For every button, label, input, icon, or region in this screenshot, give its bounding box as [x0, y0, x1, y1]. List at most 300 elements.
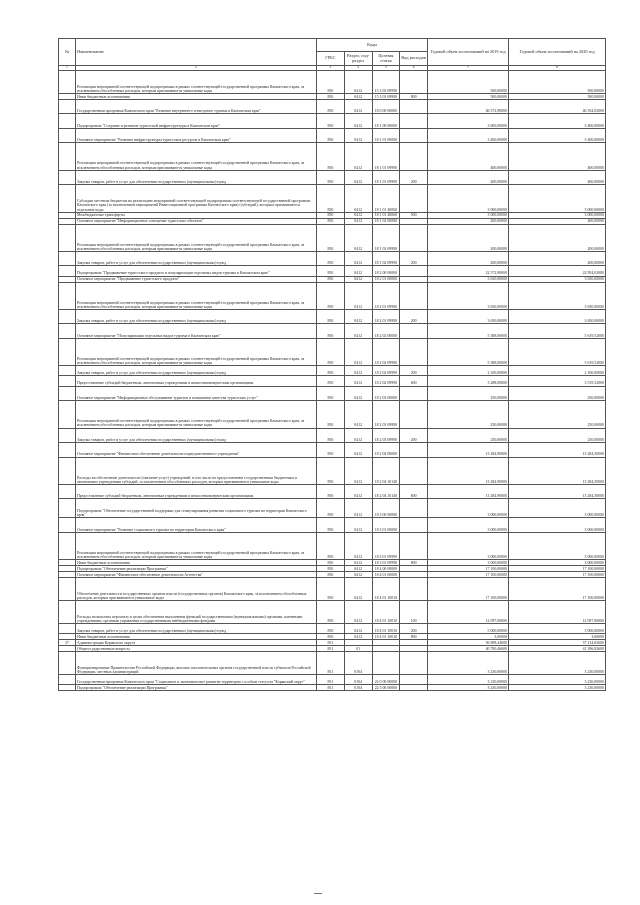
row-amount-2019-cell: 46 572,90000 [428, 99, 509, 114]
col-vr-header: Вид расходов [400, 52, 428, 66]
row-number-cell [59, 114, 76, 129]
row-number-cell [59, 484, 76, 499]
row-number-cell [59, 685, 76, 691]
row-vr-cell [400, 143, 428, 170]
row-grbs-cell: 850 [317, 532, 345, 559]
row-target-cell: 18 0 00 00000 [372, 99, 400, 114]
row-number-cell [59, 443, 76, 458]
row-amount-2020-cell: 17 100,00000 [509, 566, 606, 572]
table-row [59, 532, 606, 559]
row-amount-2020-cell: 3 400,00000 [509, 114, 606, 129]
row-grbs-cell: 850 [317, 170, 345, 185]
row-name-cell: Межбюджетные трансферты [76, 212, 317, 218]
row-grbs-cell: 851 [317, 674, 345, 684]
row-grbs-cell: 850 [317, 185, 345, 212]
row-name-cell: Государственная программа Камчатского края "Развитие внутреннего и въездного туризма в Камчатском крае" [76, 99, 317, 114]
row-amount-2020-cell: 5 000,00000 [509, 624, 606, 634]
row-amount-2019-cell: 3 000,00000 [428, 532, 509, 559]
row-name-cell: Реализация мероприятий соответствующей подпрограммы в рамках соответствующей государственной программы Камчатского края, за исключением обособленных расходов, которым присваиваются уникальные коды [76, 338, 317, 365]
row-amount-2019-cell: 3 650,00000 [428, 276, 509, 282]
table-row [59, 71, 606, 94]
table-row [59, 309, 606, 324]
row-number-cell [59, 600, 76, 623]
table-row [59, 114, 606, 129]
index-cell: 5 [372, 66, 400, 71]
row-target-cell: 18 1 02 00000 [372, 218, 400, 224]
row-target-cell: 18 2 04 10140 [372, 457, 400, 484]
row-target-cell: 18 1 01 00000 [372, 128, 400, 143]
row-target-cell: 18 2 01 09990 [372, 282, 400, 309]
index-cell: 1 [59, 66, 76, 71]
row-section-cell: 0412 [344, 443, 372, 458]
row-grbs-cell: 850 [317, 499, 345, 518]
row-vr-cell [400, 266, 428, 276]
col-2020-header: Годовой объем ассигнований на 2020 год [509, 39, 606, 66]
row-number-cell [59, 674, 76, 684]
table-row [59, 282, 606, 309]
row-target-cell: 18 2 03 09990 [372, 428, 400, 443]
row-amount-2020-cell: 200,00000 [509, 218, 606, 224]
row-amount-2019-cell: 3,00000 [428, 634, 509, 640]
row-section-cell: 0412 [344, 366, 372, 376]
row-amount-2019-cell: 5 000,00000 [428, 624, 509, 634]
budget-table-body [59, 71, 606, 691]
row-name-cell: Закупка товаров, работ и услуг для обеспечения государственных (муниципальных) нужд [76, 366, 317, 376]
row-amount-2019-cell: 250,00000 [428, 401, 509, 428]
row-vr-cell [400, 674, 428, 684]
row-vr-cell [400, 401, 428, 428]
row-vr-cell [400, 499, 428, 518]
row-grbs-cell: 850 [317, 99, 345, 114]
col-grbs-header: ГРБС [317, 52, 345, 66]
row-target-cell: 18 1 02 09990 [372, 224, 400, 251]
row-number-cell [59, 386, 76, 401]
row-name-cell: Реализация мероприятий соответствующей подпрограммы в рамках соответствующей государственной программы Камчатского края, за исключением обособленных расходов, которым присваиваются уникальные коды [76, 532, 317, 559]
row-target-cell: 18 2 04 00000 [372, 443, 400, 458]
row-grbs-cell: 851 [317, 651, 345, 674]
row-grbs-cell: 850 [317, 600, 345, 623]
table-row [59, 484, 606, 499]
row-number-cell [59, 324, 76, 339]
row-vr-cell [400, 224, 428, 251]
row-amount-2019-cell: 3 000,00000 [428, 560, 509, 566]
row-amount-2020-cell: 17 100,00000 [509, 577, 606, 600]
index-cell: 8 [509, 66, 606, 71]
row-section-cell: 0412 [344, 170, 372, 185]
row-section-cell: 0104 [344, 685, 372, 691]
row-number-cell [59, 577, 76, 600]
row-target-cell: 18 4 01 10010 [372, 600, 400, 623]
row-section-cell: 0412 [344, 376, 372, 386]
row-amount-2020-cell: 400,00000 [509, 143, 606, 170]
row-amount-2020-cell: 57 214,82600 [509, 640, 606, 646]
table-row [59, 600, 606, 623]
row-amount-2020-cell: 3 230,00000 [509, 674, 606, 684]
row-amount-2020-cell: 3 000,00000 [509, 532, 606, 559]
row-vr-cell [400, 532, 428, 559]
col-target-header: Целевая статья [372, 52, 400, 66]
row-amount-2019-cell: 3 400,00000 [428, 128, 509, 143]
row-target-cell: 22 0 00 00000 [372, 674, 400, 684]
row-vr-cell: 600 [400, 376, 428, 386]
row-amount-2019-cell: 3 650,00000 [428, 282, 509, 309]
row-grbs-cell: 850 [317, 566, 345, 572]
row-vr-cell [400, 185, 428, 212]
row-vr-cell: 200 [400, 366, 428, 376]
row-amount-2019-cell: 500,00000 [428, 94, 509, 100]
row-section-cell: 0412 [344, 94, 372, 100]
row-number-cell [59, 185, 76, 212]
row-amount-2019-cell: 56 908,44600 [428, 640, 509, 646]
row-amount-2020-cell: 41 396,82600 [509, 645, 606, 651]
row-grbs-cell: 850 [317, 114, 345, 129]
row-name-cell: Государственная программа Камчатского края "Социальное и экономическое развитие территории с особым статусом "Корякский округ" [76, 674, 317, 684]
row-name-cell: Администрация Корякского округа [76, 640, 317, 646]
row-target-cell: 18 3 01 00000 [372, 518, 400, 533]
table-row [59, 224, 606, 251]
row-vr-cell: 600 [400, 484, 428, 499]
table-row [59, 685, 606, 691]
row-name-cell: Подпрограмма "Продвижение туристского продукта и популяризация отдельных видов туризма в Камчатском крае" [76, 266, 317, 276]
row-amount-2019-cell: 3 000,00000 [428, 185, 509, 212]
row-amount-2019-cell: 3 288,00000 [428, 376, 509, 386]
row-vr-cell: 200 [400, 624, 428, 634]
row-amount-2020-cell: 46 354,02000 [509, 99, 606, 114]
row-section-cell: 0412 [344, 71, 372, 94]
row-amount-2020-cell: 3 230,00000 [509, 685, 606, 691]
row-grbs-cell: 850 [317, 443, 345, 458]
row-grbs-cell: 850 [317, 366, 345, 376]
row-amount-2020-cell: 5 619,52000 [509, 338, 606, 365]
row-section-cell: 0412 [344, 428, 372, 443]
col-codes-header: Коды [317, 39, 428, 52]
row-name-cell: Субсидии местным бюджетам на реализацию мероприятий соответствующей подпрограммы соответствующей государственной программы Камчатского края (за исключением мероприятий Инвестиционной программы Камчатского края) (субсидий), которым присваиваются отдельные коды [76, 185, 317, 212]
row-amount-2019-cell: 200,00000 [428, 224, 509, 251]
row-section-cell: 0412 [344, 218, 372, 224]
row-amount-2020-cell: 5 619,52000 [509, 324, 606, 339]
table-row [59, 428, 606, 443]
row-name-cell: Основное мероприятие "Финансовое обеспечение деятельности подведомственного учреждения" [76, 443, 317, 458]
row-number-cell [59, 143, 76, 170]
row-target-cell: 18 2 03 09990 [372, 401, 400, 428]
row-target-cell: 18 4 01 10010 [372, 624, 400, 634]
row-grbs-cell: 850 [317, 218, 345, 224]
row-section-cell: 0412 [344, 624, 372, 634]
row-name-cell: Расходы на обеспечение деятельности (оказание услуг) учреждений, в том числе на предоставление государственным бюджетным и автономным учреждениям субсидий, за исключением обособленных расходов, которым присваиваются уникальные коды [76, 457, 317, 484]
row-section-cell: 0412 [344, 532, 372, 559]
row-number-cell [59, 401, 76, 428]
row-name-cell: Подпрограмма "Обеспечение государственной поддержки для стимулирования развития социального туризма на территории Камчатского края" [76, 499, 317, 518]
row-grbs-cell: 850 [317, 386, 345, 401]
row-amount-2019-cell: 3 000,00000 [428, 518, 509, 533]
row-target-cell: 18 2 02 00000 [372, 324, 400, 339]
row-section-cell: 01 [344, 645, 372, 651]
row-number-cell [59, 338, 76, 365]
row-number-cell [59, 266, 76, 276]
row-section-cell: 0412 [344, 282, 372, 309]
row-amount-2020-cell: 13 284,50000 [509, 484, 606, 499]
row-target-cell: 18 2 04 10140 [372, 484, 400, 499]
row-number-cell [59, 499, 76, 518]
row-section-cell: 0412 [344, 266, 372, 276]
row-grbs-cell: 850 [317, 94, 345, 100]
row-name-cell: Закупка товаров, работ и услуг для обеспечения государственных (муниципальных) нужд [76, 428, 317, 443]
table-row [59, 143, 606, 170]
row-vr-cell [400, 457, 428, 484]
row-section-cell: 0412 [344, 276, 372, 282]
row-target-cell: 18 2 02 09990 [372, 376, 400, 386]
row-section-cell: 0412 [344, 386, 372, 401]
row-vr-cell [400, 685, 428, 691]
row-amount-2019-cell: 2 100,00000 [428, 366, 509, 376]
row-name-cell: Закупка товаров, работ и услуг для обеспечения государственных (муниципальных) нужд [76, 624, 317, 634]
row-name-cell: Иные бюджетные ассигнования [76, 94, 317, 100]
row-section-cell: 0412 [344, 571, 372, 577]
row-amount-2019-cell: 3 230,00000 [428, 674, 509, 684]
row-name-cell: Предоставление субсидий бюджетным, автономным учреждениям и иным некоммерческим организациям [76, 376, 317, 386]
row-grbs-cell: 851 [317, 685, 345, 691]
row-section-cell: 0412 [344, 484, 372, 499]
row-name-cell: Закупка товаров, работ и услуг для обеспечения государственных (муниципальных) нужд [76, 170, 317, 185]
row-number-cell [59, 251, 76, 266]
table-row [59, 338, 606, 365]
table-row [59, 170, 606, 185]
row-amount-2019-cell: 400,00000 [428, 143, 509, 170]
row-amount-2019-cell: 3 650,00000 [428, 309, 509, 324]
row-section-cell: 0412 [344, 338, 372, 365]
row-name-cell: Основное мероприятие "Развитие инфраструктуры туристских ресурсов в Камчатском крае" [76, 128, 317, 143]
row-vr-cell [400, 443, 428, 458]
row-target-cell: 18 1 00 00000 [372, 114, 400, 129]
row-vr-cell [400, 282, 428, 309]
row-section-cell: 0412 [344, 324, 372, 339]
row-vr-cell [400, 114, 428, 129]
row-number-cell [59, 128, 76, 143]
row-vr-cell: 500 [400, 212, 428, 218]
row-amount-2020-cell: 400,00000 [509, 170, 606, 185]
row-section-cell: 0412 [344, 224, 372, 251]
row-section-cell: 0412 [344, 518, 372, 533]
row-name-cell: Реализация мероприятий соответствующей подпрограммы в рамках соответствующей государственной программы Камчатского края, за исключением обособленных расходов, которым присваиваются уникальные коды [76, 224, 317, 251]
row-number-cell [59, 282, 76, 309]
row-grbs-cell: 850 [317, 71, 345, 94]
row-amount-2019-cell: 40 780,46600 [428, 645, 509, 651]
row-target-cell: 18 1 02 09990 [372, 251, 400, 266]
row-number-cell [59, 428, 76, 443]
index-cell: 3 [317, 66, 345, 71]
budget-table [58, 38, 606, 691]
row-amount-2020-cell: 3 519,52000 [509, 376, 606, 386]
table-row [59, 624, 606, 634]
row-section-cell: 0412 [344, 251, 372, 266]
index-cell: 4 [344, 66, 372, 71]
row-name-cell: Общегосударственные вопросы [76, 645, 317, 651]
row-amount-2020-cell: 250,00000 [509, 401, 606, 428]
row-target-cell: 18 2 02 09990 [372, 338, 400, 365]
row-number-cell: 37 [59, 640, 76, 646]
row-grbs-cell: 850 [317, 309, 345, 324]
row-amount-2019-cell: 17 100,00000 [428, 566, 509, 572]
row-name-cell: Реализация мероприятий соответствующей подпрограммы в рамках соответствующей государственной программы Камчатского края, за исключением обособленных расходов, которым присваиваются уникальные коды [76, 71, 317, 94]
row-name-cell: Иные бюджетные ассигнования [76, 560, 317, 566]
row-grbs-cell: 850 [317, 338, 345, 365]
col-section-header: Раздел, под-раздел [344, 52, 372, 66]
row-name-cell: Основное мероприятие "Информационное освещение туристских объектов" [76, 218, 317, 224]
row-vr-cell: 200 [400, 170, 428, 185]
row-grbs-cell: 850 [317, 128, 345, 143]
row-grbs-cell: 851 [317, 645, 345, 651]
row-grbs-cell: 850 [317, 324, 345, 339]
row-section-cell: 0412 [344, 128, 372, 143]
table-row [59, 251, 606, 266]
row-name-cell: Подпрограмма "Создание и развитие туристской инфраструктуры в Камчатском крае" [76, 114, 317, 129]
row-amount-2019-cell: 500,00000 [428, 71, 509, 94]
row-target-cell: 18 2 00 00000 [372, 266, 400, 276]
row-number-cell [59, 99, 76, 114]
row-amount-2020-cell: 200,00000 [509, 224, 606, 251]
table-row [59, 386, 606, 401]
row-target-cell: 18 4 01 00000 [372, 571, 400, 577]
row-amount-2020-cell: 3 000,00000 [509, 518, 606, 533]
row-number-cell [59, 309, 76, 324]
row-target-cell: 18 3 01 09990 [372, 560, 400, 566]
row-amount-2019-cell: 17 100,00000 [428, 577, 509, 600]
row-amount-2020-cell: 2 100,00000 [509, 366, 606, 376]
row-name-cell: Расходы на выплаты персоналу в целях обеспечения выполнения функций государственными (муниципальными) органами, казенными учреждениями, органами управления государственными внебюджетными фондами [76, 600, 317, 623]
row-vr-cell [400, 338, 428, 365]
row-amount-2020-cell: 200,00000 [509, 251, 606, 266]
row-grbs-cell: 850 [317, 571, 345, 577]
table-row [59, 185, 606, 212]
row-amount-2019-cell: 200,00000 [428, 251, 509, 266]
row-target-cell: 18 1 01 09990 [372, 170, 400, 185]
row-section-cell: 0412 [344, 457, 372, 484]
row-target-cell: 18 4 01 10010 [372, 577, 400, 600]
row-amount-2020-cell: 3 400,00000 [509, 128, 606, 143]
row-vr-cell: 100 [400, 600, 428, 623]
row-grbs-cell: 850 [317, 276, 345, 282]
row-amount-2020-cell: 3 000,00000 [509, 212, 606, 218]
row-name-cell: Закупка товаров, работ и услуг для обеспечения государственных (муниципальных) нужд [76, 251, 317, 266]
table-row [59, 499, 606, 518]
row-target-cell: 18 2 03 00000 [372, 386, 400, 401]
row-vr-cell: 200 [400, 251, 428, 266]
budget-table-sheet [58, 38, 606, 691]
row-vr-cell: 200 [400, 309, 428, 324]
row-amount-2019-cell: 3 230,00000 [428, 685, 509, 691]
row-amount-2020-cell: 3 650,00000 [509, 282, 606, 309]
row-name-cell: Основное мероприятие "Продвижение туристского продукта" [76, 276, 317, 282]
row-amount-2019-cell: 3 000,00000 [428, 212, 509, 218]
row-vr-cell [400, 99, 428, 114]
row-amount-2020-cell: 250,00000 [509, 428, 606, 443]
row-amount-2019-cell: 5 388,00000 [428, 324, 509, 339]
table-row [59, 518, 606, 533]
row-section-cell: 0412 [344, 566, 372, 572]
row-amount-2020-cell: 3 650,00000 [509, 276, 606, 282]
row-vr-cell [400, 128, 428, 143]
row-vr-cell [400, 651, 428, 674]
row-target-cell: 18 2 01 00000 [372, 276, 400, 282]
row-section-cell: 0104 [344, 651, 372, 674]
table-row [59, 651, 606, 674]
row-name-cell: Основное мероприятие "Финансовое обеспечение деятельности Агентства" [76, 571, 317, 577]
row-target-cell: 18 3 00 00000 [372, 499, 400, 518]
table-row [59, 376, 606, 386]
row-vr-cell [400, 577, 428, 600]
row-number-cell [59, 457, 76, 484]
row-target-cell: 18 4 01 10010 [372, 634, 400, 640]
row-name-cell: Основное мероприятие "Информационное обслуживание туристов и повышение качества туристских услуг" [76, 386, 317, 401]
row-amount-2020-cell: 500,00000 [509, 71, 606, 94]
row-target-cell: 15 3 03 09990 [372, 94, 400, 100]
table-row [59, 401, 606, 428]
row-name-cell: Основное мероприятие "Развитие социального туризма на территории Камчатского края" [76, 518, 317, 533]
row-section-cell: 0412 [344, 143, 372, 170]
row-amount-2019-cell: 3 000,00000 [428, 499, 509, 518]
row-vr-cell [400, 71, 428, 94]
row-number-cell [59, 71, 76, 94]
row-number-cell [59, 532, 76, 559]
row-target-cell: 18 1 01 40060 [372, 212, 400, 218]
table-row [59, 324, 606, 339]
index-cell: 2 [76, 66, 317, 71]
row-grbs-cell: 850 [317, 376, 345, 386]
page-mark [314, 893, 322, 894]
row-amount-2020-cell: 12 097,00000 [509, 600, 606, 623]
row-amount-2019-cell: 3 230,00000 [428, 651, 509, 674]
row-section-cell: 0412 [344, 401, 372, 428]
row-grbs-cell: 850 [317, 224, 345, 251]
row-number-cell [59, 170, 76, 185]
col-num-header: № [59, 39, 76, 66]
row-grbs-cell: 850 [317, 624, 345, 634]
row-target-cell [372, 651, 400, 674]
row-grbs-cell: 850 [317, 518, 345, 533]
row-section-cell: 0412 [344, 99, 372, 114]
table-row [59, 366, 606, 376]
row-number-cell [59, 624, 76, 634]
row-section-cell: 0412 [344, 577, 372, 600]
row-vr-cell [400, 518, 428, 533]
row-name-cell: Реализация мероприятий соответствующей подпрограммы в рамках соответствующей государственной программы Камчатского края, за исключением обособленных расходов, которым присваиваются уникальные коды [76, 401, 317, 428]
row-amount-2019-cell: 250,00000 [428, 428, 509, 443]
row-amount-2019-cell: 5 388,00000 [428, 338, 509, 365]
row-amount-2020-cell: 3 000,00000 [509, 185, 606, 212]
row-name-cell: Закупка товаров, работ и услуг для обеспечения государственных (муниципальных) нужд [76, 309, 317, 324]
row-vr-cell: 800 [400, 634, 428, 640]
row-name-cell: Функционирование Правительства Российской Федерации, высших исполнительных органов государственной власти субъектов Российской Федерации, местных администраций [76, 651, 317, 674]
row-amount-2020-cell: 500,00000 [509, 94, 606, 100]
row-section-cell: 0412 [344, 600, 372, 623]
row-amount-2019-cell: 22 572,90000 [428, 266, 509, 276]
row-amount-2019-cell: 400,00000 [428, 170, 509, 185]
row-section-cell: 0412 [344, 309, 372, 324]
row-section-cell: 0412 [344, 560, 372, 566]
row-name-cell: Предоставление субсидий бюджетным, автономным учреждениям и иным некоммерческим организациям [76, 484, 317, 499]
row-amount-2019-cell: 12 097,00000 [428, 600, 509, 623]
row-grbs-cell: 850 [317, 143, 345, 170]
col-name-header: Наименование [76, 39, 317, 66]
table-row [59, 577, 606, 600]
row-amount-2020-cell: 13 284,50000 [509, 443, 606, 458]
row-grbs-cell: 850 [317, 282, 345, 309]
row-target-cell: 18 3 01 09990 [372, 532, 400, 559]
table-row [59, 266, 606, 276]
col-2019-header: Годовой объем ассигнований на 2019 год [428, 39, 509, 66]
row-number-cell [59, 518, 76, 533]
row-name-cell: Иные бюджетные ассигнования [76, 634, 317, 640]
